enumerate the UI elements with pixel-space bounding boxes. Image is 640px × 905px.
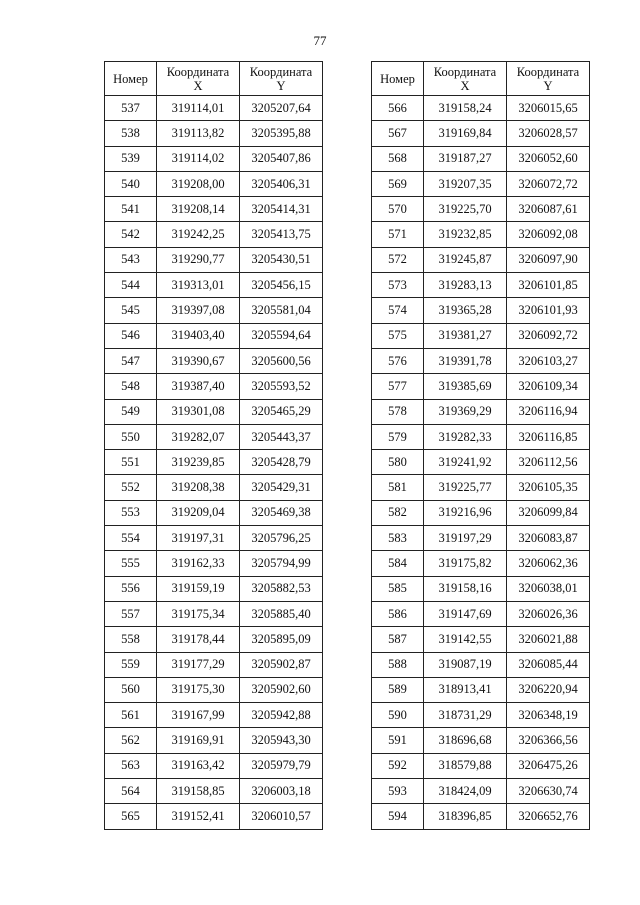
point-number-cell: 592	[372, 753, 424, 778]
table-row	[372, 526, 590, 551]
coordinate-y-cell: 3206475,26	[507, 753, 590, 778]
table-header-row	[105, 62, 323, 96]
coordinate-y-cell: 3206092,08	[507, 222, 590, 247]
coordinate-x-cell: 319245,87	[424, 247, 507, 272]
point-number-cell: 538	[105, 121, 157, 146]
point-number-cell: 584	[372, 551, 424, 576]
coordinate-y-cell: 3206062,36	[507, 551, 590, 576]
table-row	[105, 399, 323, 424]
point-number-cell: 578	[372, 399, 424, 424]
point-number-cell: 591	[372, 728, 424, 753]
coordinate-x-cell: 319162,33	[157, 551, 240, 576]
point-number-cell: 556	[105, 576, 157, 601]
coordinate-x-cell: 319169,91	[157, 728, 240, 753]
coordinate-y-cell: 3205943,30	[240, 728, 323, 753]
point-number-cell: 555	[105, 551, 157, 576]
coordinate-y-cell: 3205414,31	[240, 197, 323, 222]
table-row	[105, 601, 323, 626]
header-coordinate-label: Координата	[516, 64, 580, 79]
coordinate-y-cell: 3206052,60	[507, 146, 590, 171]
coordinate-y-cell: 3206366,56	[507, 728, 590, 753]
coordinate-x-cell: 319225,70	[424, 197, 507, 222]
table-row	[372, 551, 590, 576]
table-row	[105, 526, 323, 551]
table-row	[105, 222, 323, 247]
coordinate-y-cell: 3205443,37	[240, 424, 323, 449]
point-number-cell: 577	[372, 374, 424, 399]
coordinate-x-cell: 319241,92	[424, 450, 507, 475]
point-number-cell: 546	[105, 323, 157, 348]
point-number-cell: 544	[105, 273, 157, 298]
coordinate-x-cell: 319163,42	[157, 753, 240, 778]
table-row	[372, 399, 590, 424]
point-number-cell: 563	[105, 753, 157, 778]
table-row	[372, 197, 590, 222]
table-row	[105, 298, 323, 323]
coordinate-y-cell: 3206652,76	[507, 804, 590, 829]
table-row	[105, 500, 323, 525]
coordinate-y-cell: 3205469,38	[240, 500, 323, 525]
coordinate-x-cell: 319282,07	[157, 424, 240, 449]
point-number-cell: 542	[105, 222, 157, 247]
point-number-cell: 575	[372, 323, 424, 348]
table-row	[105, 96, 323, 121]
point-number-cell: 539	[105, 146, 157, 171]
coordinate-y-cell: 3205456,15	[240, 273, 323, 298]
coordinate-y-cell: 3206116,94	[507, 399, 590, 424]
point-number-cell: 553	[105, 500, 157, 525]
coordinate-x-cell: 318396,85	[424, 804, 507, 829]
header-coordinate-label: Координата	[249, 64, 313, 79]
point-number-cell: 580	[372, 450, 424, 475]
table-row	[105, 475, 323, 500]
table-row	[372, 171, 590, 196]
table-row	[372, 703, 590, 728]
coordinate-x-cell: 319178,44	[157, 627, 240, 652]
coordinate-x-cell: 319391,78	[424, 348, 507, 373]
coordinate-x-cell: 319114,02	[157, 146, 240, 171]
coordinate-x-cell: 318696,68	[424, 728, 507, 753]
coordinate-x-cell: 319208,14	[157, 197, 240, 222]
table-row	[372, 728, 590, 753]
point-number-cell: 585	[372, 576, 424, 601]
coordinate-y-cell: 3206021,88	[507, 627, 590, 652]
table-header-row	[372, 62, 590, 96]
table-row	[372, 779, 590, 804]
table-row	[372, 247, 590, 272]
coordinate-y-cell: 3206630,74	[507, 779, 590, 804]
point-number-cell: 552	[105, 475, 157, 500]
table-row	[105, 576, 323, 601]
coordinate-x-cell: 319403,40	[157, 323, 240, 348]
table-row	[372, 348, 590, 373]
coordinate-x-cell: 319158,85	[157, 779, 240, 804]
coordinate-y-cell: 3206003,18	[240, 779, 323, 804]
coordinate-x-cell: 319232,85	[424, 222, 507, 247]
coordinate-y-cell: 3205407,86	[240, 146, 323, 171]
point-number-cell: 561	[105, 703, 157, 728]
coordinate-y-cell: 3205207,64	[240, 96, 323, 121]
point-number-cell: 576	[372, 348, 424, 373]
coordinate-y-cell: 3206348,19	[507, 703, 590, 728]
coordinate-x-cell: 319390,67	[157, 348, 240, 373]
coordinate-x-cell: 319209,04	[157, 500, 240, 525]
point-number-cell: 565	[105, 804, 157, 829]
coordinate-y-cell: 3205581,04	[240, 298, 323, 323]
header-x-label: X	[193, 78, 203, 93]
coordinate-y-cell: 3205429,31	[240, 475, 323, 500]
table-row	[372, 753, 590, 778]
coordinate-y-cell: 3206072,72	[507, 171, 590, 196]
coordinate-x-cell: 319208,00	[157, 171, 240, 196]
coordinate-x-cell: 318731,29	[424, 703, 507, 728]
coordinate-x-cell: 319216,96	[424, 500, 507, 525]
coordinate-y-cell: 3206028,57	[507, 121, 590, 146]
table-row	[372, 424, 590, 449]
table-row	[105, 273, 323, 298]
header-number: Номер	[372, 62, 424, 96]
coordinate-x-cell: 319208,38	[157, 475, 240, 500]
point-number-cell: 562	[105, 728, 157, 753]
header-y-label: Y	[276, 78, 286, 93]
coordinate-x-cell: 319385,69	[424, 374, 507, 399]
coordinate-x-cell: 319369,29	[424, 399, 507, 424]
coordinate-y-cell: 3206112,56	[507, 450, 590, 475]
coordinates-table-right	[371, 61, 590, 830]
header-number: Номер	[105, 62, 157, 96]
table-row	[372, 222, 590, 247]
point-number-cell: 566	[372, 96, 424, 121]
coordinate-x-cell: 319387,40	[157, 374, 240, 399]
point-number-cell: 548	[105, 374, 157, 399]
coordinate-x-cell: 319365,28	[424, 298, 507, 323]
coordinate-x-cell: 319290,77	[157, 247, 240, 272]
coordinate-y-cell: 3206220,94	[507, 677, 590, 702]
table-row	[372, 804, 590, 829]
point-number-cell: 547	[105, 348, 157, 373]
table-row	[105, 652, 323, 677]
coordinate-x-cell: 319301,08	[157, 399, 240, 424]
table-row	[372, 298, 590, 323]
table-row	[372, 601, 590, 626]
table-row	[105, 551, 323, 576]
coordinate-y-cell: 3206099,84	[507, 500, 590, 525]
coordinate-y-cell: 3205979,79	[240, 753, 323, 778]
coordinate-y-cell: 3205882,53	[240, 576, 323, 601]
table-row	[372, 121, 590, 146]
point-number-cell: 594	[372, 804, 424, 829]
table-row	[105, 374, 323, 399]
point-number-cell: 557	[105, 601, 157, 626]
table-row	[372, 652, 590, 677]
coordinate-y-cell: 3206109,34	[507, 374, 590, 399]
point-number-cell: 582	[372, 500, 424, 525]
coordinate-x-cell: 319239,85	[157, 450, 240, 475]
coordinate-y-cell: 3205428,79	[240, 450, 323, 475]
table-row	[105, 197, 323, 222]
table-row	[372, 96, 590, 121]
coordinate-x-cell: 319147,69	[424, 601, 507, 626]
point-number-cell: 581	[372, 475, 424, 500]
table-row	[105, 728, 323, 753]
coordinate-y-cell: 3205885,40	[240, 601, 323, 626]
point-number-cell: 572	[372, 247, 424, 272]
coordinate-y-cell: 3206092,72	[507, 323, 590, 348]
table-row	[372, 627, 590, 652]
table-row	[105, 424, 323, 449]
coordinate-y-cell: 3205796,25	[240, 526, 323, 551]
table-row	[105, 753, 323, 778]
table-row	[105, 779, 323, 804]
coordinate-y-cell: 3205942,88	[240, 703, 323, 728]
table-row	[372, 450, 590, 475]
table-row	[105, 677, 323, 702]
coordinate-x-cell: 319175,82	[424, 551, 507, 576]
header-y-label: Y	[543, 78, 553, 93]
table-body-right	[372, 96, 590, 830]
point-number-cell: 564	[105, 779, 157, 804]
point-number-cell: 586	[372, 601, 424, 626]
point-number-cell: 549	[105, 399, 157, 424]
coordinate-x-cell: 319187,27	[424, 146, 507, 171]
coordinate-y-cell: 3205413,75	[240, 222, 323, 247]
table-row	[105, 627, 323, 652]
table-row	[372, 146, 590, 171]
point-number-cell: 567	[372, 121, 424, 146]
header-coordinate-label: Координата	[166, 64, 230, 79]
table-row	[105, 171, 323, 196]
point-number-cell: 571	[372, 222, 424, 247]
header-coordinate-x	[424, 62, 507, 96]
coordinate-y-cell: 3206083,87	[507, 526, 590, 551]
header-x-label: X	[460, 78, 470, 93]
coordinate-x-cell: 319159,19	[157, 576, 240, 601]
coordinate-y-cell: 3205594,64	[240, 323, 323, 348]
table-row	[105, 323, 323, 348]
coordinate-y-cell: 3205465,29	[240, 399, 323, 424]
coordinate-y-cell: 3205430,51	[240, 247, 323, 272]
point-number-cell: 558	[105, 627, 157, 652]
point-number-cell: 590	[372, 703, 424, 728]
point-number-cell: 551	[105, 450, 157, 475]
coordinate-x-cell: 319207,35	[424, 171, 507, 196]
table-row	[105, 121, 323, 146]
table-row	[105, 703, 323, 728]
coordinate-x-cell: 319142,55	[424, 627, 507, 652]
coordinate-y-cell: 3206085,44	[507, 652, 590, 677]
coordinate-y-cell: 3205395,88	[240, 121, 323, 146]
header-coordinate-x	[157, 62, 240, 96]
coordinate-x-cell: 319152,41	[157, 804, 240, 829]
point-number-cell: 569	[372, 171, 424, 196]
point-number-cell: 559	[105, 652, 157, 677]
coordinate-y-cell: 3205593,52	[240, 374, 323, 399]
table-row	[372, 475, 590, 500]
coordinate-x-cell: 319158,24	[424, 96, 507, 121]
page-number: 77	[313, 33, 327, 48]
point-number-cell: 540	[105, 171, 157, 196]
point-number-cell: 545	[105, 298, 157, 323]
coordinate-y-cell: 3206026,36	[507, 601, 590, 626]
table-row	[372, 576, 590, 601]
coordinate-y-cell: 3206097,90	[507, 247, 590, 272]
coordinate-x-cell: 319283,13	[424, 273, 507, 298]
table-row	[105, 450, 323, 475]
point-number-cell: 589	[372, 677, 424, 702]
point-number-cell: 570	[372, 197, 424, 222]
coordinate-x-cell: 319087,19	[424, 652, 507, 677]
coordinate-y-cell: 3205406,31	[240, 171, 323, 196]
table-row	[105, 247, 323, 272]
table-row	[372, 323, 590, 348]
point-number-cell: 579	[372, 424, 424, 449]
table-row	[372, 500, 590, 525]
coordinate-x-cell: 319197,31	[157, 526, 240, 551]
table-row	[105, 348, 323, 373]
point-number-cell: 573	[372, 273, 424, 298]
point-number-cell: 560	[105, 677, 157, 702]
table-row	[372, 677, 590, 702]
coordinate-x-cell: 319158,16	[424, 576, 507, 601]
point-number-cell: 537	[105, 96, 157, 121]
coordinate-x-cell: 319397,08	[157, 298, 240, 323]
point-number-cell: 588	[372, 652, 424, 677]
coordinate-x-cell: 319177,29	[157, 652, 240, 677]
coordinate-x-cell: 319175,30	[157, 677, 240, 702]
point-number-cell: 583	[372, 526, 424, 551]
coordinate-y-cell: 3206010,57	[240, 804, 323, 829]
coordinate-x-cell: 318424,09	[424, 779, 507, 804]
coordinate-y-cell: 3206101,93	[507, 298, 590, 323]
coordinate-y-cell: 3205600,56	[240, 348, 323, 373]
point-number-cell: 574	[372, 298, 424, 323]
point-number-cell: 541	[105, 197, 157, 222]
point-number-cell: 587	[372, 627, 424, 652]
coordinate-x-cell: 319175,34	[157, 601, 240, 626]
coordinate-y-cell: 3206087,61	[507, 197, 590, 222]
coordinate-y-cell: 3206116,85	[507, 424, 590, 449]
coordinate-x-cell: 318913,41	[424, 677, 507, 702]
coordinate-x-cell: 319225,77	[424, 475, 507, 500]
point-number-cell: 543	[105, 247, 157, 272]
coordinate-x-cell: 319313,01	[157, 273, 240, 298]
point-number-cell: 554	[105, 526, 157, 551]
table-body-left	[105, 96, 323, 830]
coordinate-x-cell: 319282,33	[424, 424, 507, 449]
coordinate-y-cell: 3206105,35	[507, 475, 590, 500]
coordinate-x-cell: 319197,29	[424, 526, 507, 551]
coordinate-y-cell: 3206015,65	[507, 96, 590, 121]
coordinate-x-cell: 318579,88	[424, 753, 507, 778]
header-coordinate-y	[507, 62, 590, 96]
coordinate-y-cell: 3206038,01	[507, 576, 590, 601]
coordinate-x-cell: 319381,27	[424, 323, 507, 348]
coordinate-x-cell: 319167,99	[157, 703, 240, 728]
point-number-cell: 593	[372, 779, 424, 804]
coordinate-y-cell: 3205895,09	[240, 627, 323, 652]
coordinate-y-cell: 3205902,60	[240, 677, 323, 702]
coordinate-x-cell: 319169,84	[424, 121, 507, 146]
header-coordinate-label: Координата	[433, 64, 497, 79]
table-row	[372, 273, 590, 298]
table-row	[105, 146, 323, 171]
table-row	[372, 374, 590, 399]
table-row	[105, 804, 323, 829]
coordinate-y-cell: 3205902,87	[240, 652, 323, 677]
header-coordinate-y	[240, 62, 323, 96]
coordinate-x-cell: 319114,01	[157, 96, 240, 121]
point-number-cell: 568	[372, 146, 424, 171]
coordinates-table-left	[104, 61, 323, 830]
coordinate-x-cell: 319113,82	[157, 121, 240, 146]
coordinate-y-cell: 3205794,99	[240, 551, 323, 576]
coordinate-x-cell: 319242,25	[157, 222, 240, 247]
point-number-cell: 550	[105, 424, 157, 449]
coordinate-y-cell: 3206101,85	[507, 273, 590, 298]
coordinate-y-cell: 3206103,27	[507, 348, 590, 373]
